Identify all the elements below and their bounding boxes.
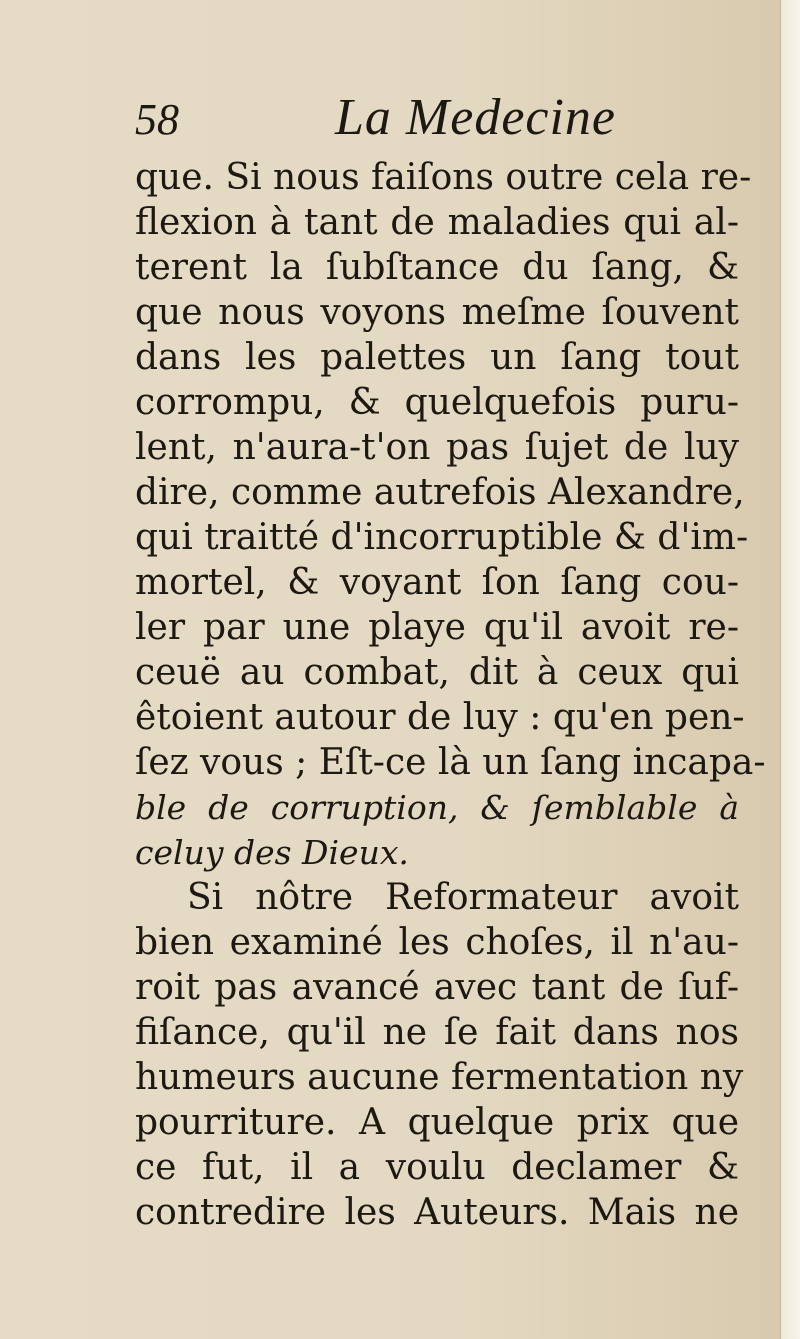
text-line: roit pas avancé avec tant de ſuf- [135,967,739,1008]
text-line: êtoient autour de luy : qu'en pen- [135,697,745,738]
text-line: terent la ſubſtance du ſang, & [135,247,739,288]
text-line: qui traitté d'incorruptible & d'im- [135,517,749,558]
text-line: lent, n'aura-t'on pas ſujet de luy [135,427,739,468]
text-line-italic: ble de corruption, & ſemblable à [135,788,739,827]
text-line: que nous voyons meſme ſouvent [135,292,739,333]
text-line: ler par une playe qu'il avoit re- [135,607,739,648]
text-line: ce fut, il a voulu declamer & [135,1147,739,1188]
text-line: ceuë au combat, dit à ceux qui [135,652,739,693]
text-line: que. Si nous faiſons outre cela re- [135,157,752,198]
page-edge [780,0,800,1339]
text-line: dire, comme autrefois Alexandre, [135,472,745,513]
text-line: ſez vous ; Eſt-ce là un ſang incapa- [135,742,766,783]
text-line: bien examiné les choſes, il n'au- [135,922,739,963]
page-number: 58 [135,95,179,144]
text-line-italic: celuy des Dieux. [135,833,409,872]
text-line: contredire les Auteurs. Mais ne [135,1192,739,1233]
text-line: humeurs aucune fermentation ny [135,1057,744,1098]
text-line: fiſance, qu'il ne ſe fait dans nos [135,1012,739,1053]
text-line: pourriture. A quelque prix que [135,1102,739,1143]
text-line: Si nôtre Reformateur avoit [187,877,739,918]
body-text [135,155,766,1235]
text-line: flexion à tant de maladies qui al- [135,202,739,243]
text-line: dans les palettes un ſang tout [135,337,739,378]
page-header [135,88,755,154]
text-line: corrompu, & quelquefois puru- [135,382,739,423]
running-title: La Medecine [335,89,617,146]
text-line: mortel, & voyant ſon ſang cou- [135,562,739,603]
